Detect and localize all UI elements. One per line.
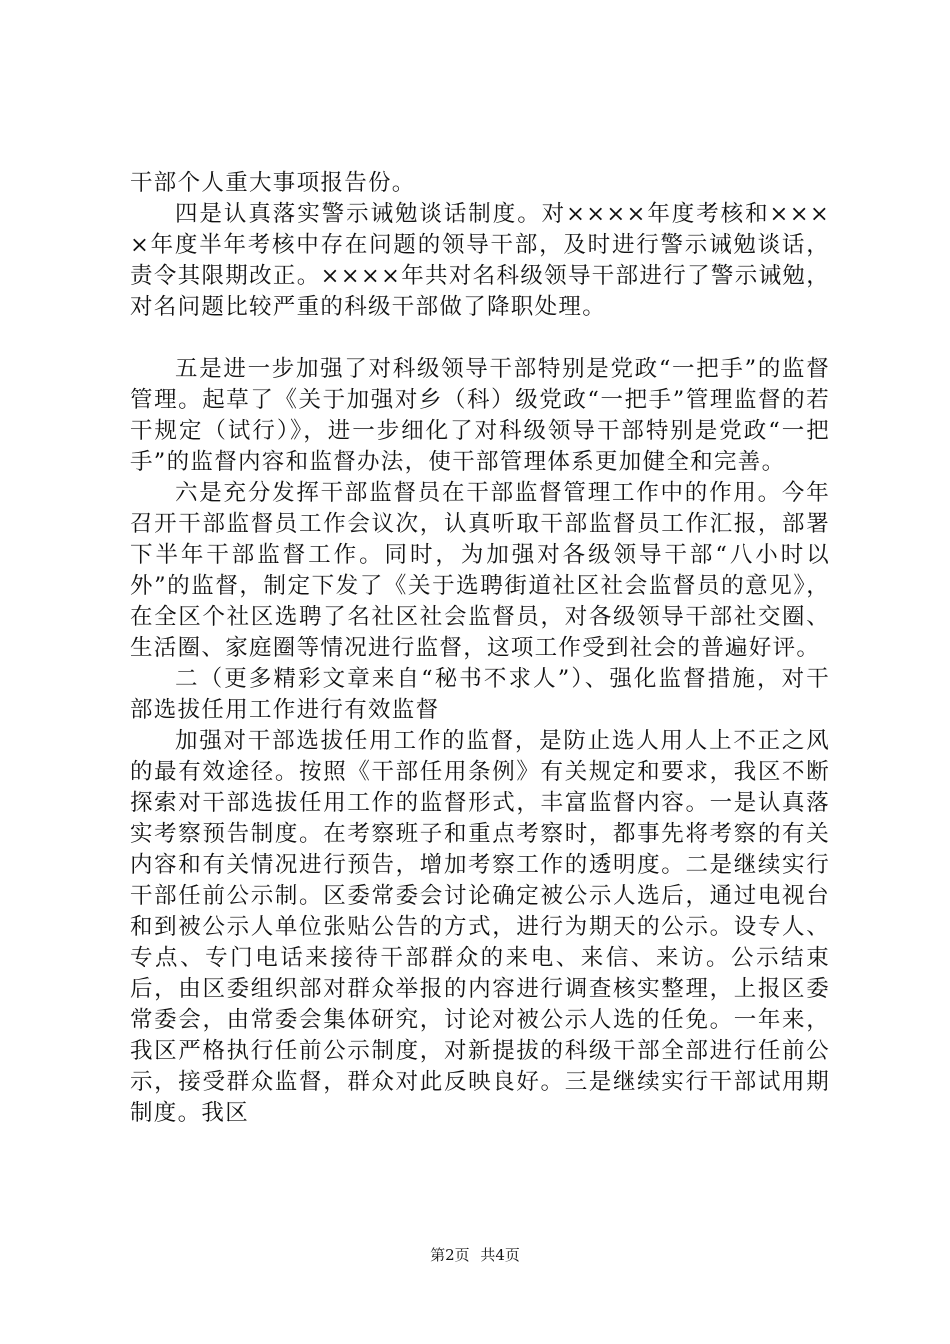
page-footer	[0, 1244, 950, 1265]
paragraph: 五是进一步加强了对科级领导干部特别是党政“一把手”的监督管理。起草了《关于加强对乡（科）级党政“一把手”管理监督的若干规定（试行）》，进一步细化了对科级领导干部特别是党政“一把手”的监督内容和监督办法，使干部管理体系更加健全和完善。	[130, 356, 830, 475]
paragraph: 四是认真落实警示诫勉谈话制度。对××××年度考核和××××年度半年考核中存在问题的领导干部，及时进行警示诫勉谈话，责令其限期改正。××××年共对名科级领导干部进行了警示诫勉，对名问题比较严重的科级干部做了降职处理。	[130, 201, 830, 320]
section-heading: 二（更多精彩文章来自“秘书不求人”）、强化监督措施，对干部选拔任用工作进行有效监督	[130, 666, 830, 723]
document-body	[130, 168, 830, 1129]
paragraph: 六是充分发挥干部监督员在干部监督管理工作中的作用。今年召开干部监督员工作会议次，认真听取干部监督员工作汇报，部署下半年干部监督工作。同时，为加强对各级领导干部“八小时以外”的监督，制定下发了《关于选聘街道社区社会监督员的意见》，在全区个社区选聘了名社区社会监督员，对各级领导干部社交圈、生活圈、家庭圈等情况进行监督，这项工作受到社会的普遍好评。	[130, 480, 830, 661]
paragraph: 加强对干部选拔任用工作的监督，是防止选人用人上不正之风的最有效途径。按照《干部任用条例》有关规定和要求，我区不断探索对干部选拔任用工作的监督形式，丰富监督内容。一是认真落实考察预告制度。在考察班子和重点考察时，都事先将考察的有关内容和有关情况进行预告，增加考察工作的透明度。二是继续实行干部任前公示制。区委常委会讨论确定被公示人选后，通过电视台和到被公示人单位张贴公告的方式，进行为期天的公示。设专人、专点、专门电话来接待干部群众的来电、来信、来访。公示结束后，由区委组织部对群众举报的内容进行调查核实整理，上报区委常委会，由常委会集体研究，讨论对被公示人选的任免。一年来，我区严格执行任前公示制度，对新提拔的科级干部全部进行任前公示，接受群众监督，群众对此反映良好。三是继续实行干部试用期制度。我区	[130, 728, 830, 1126]
paragraph: 干部个人重大事项报告份。	[130, 170, 416, 196]
page-number: 第2页	[430, 1246, 470, 1264]
page-total: 共4页	[480, 1246, 520, 1264]
